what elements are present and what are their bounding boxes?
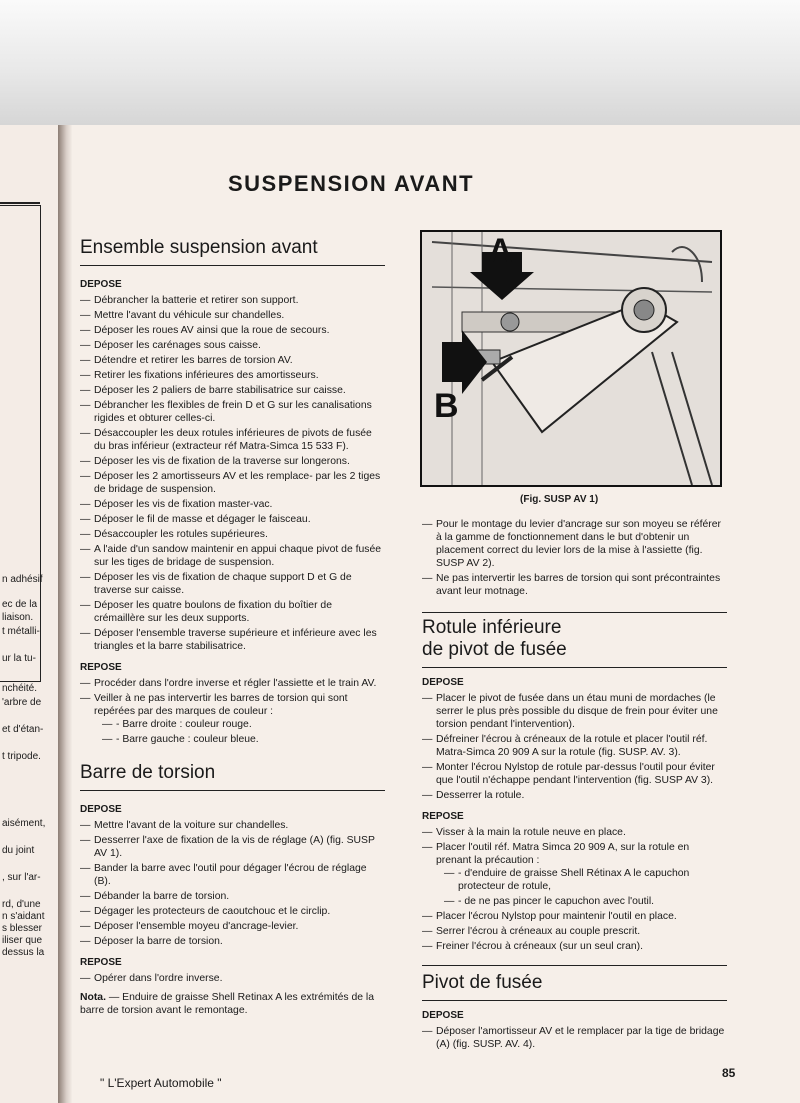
list-item: — Desserrer la rotule.: [422, 789, 727, 802]
list-item: — Freiner l'écrou à créneaux (sur un seul cran).: [422, 940, 727, 953]
page-number: 85: [722, 1066, 736, 1080]
facing-text-fragment: ur la tu-: [2, 653, 36, 664]
figure-label-b: B: [434, 387, 459, 425]
list-item: — Déposer l'ensemble moyeu d'ancrage-levier.: [80, 920, 385, 933]
facing-text-fragment: , sur l'ar-: [2, 872, 41, 883]
rotule-repose-list: [422, 826, 727, 953]
list-item: — Serrer l'écrou à créneaux au couple prescrit.: [422, 925, 727, 938]
list-item: — Déposer l'amortisseur AV et le remplacer par la tige de bridage (A) (fig. SUSP. AV. 4).: [422, 1025, 727, 1051]
list-item: — Déposer les vis de fixation de chaque support D et G de traverse sur caisse.: [80, 571, 385, 597]
figure-susp-av-1: [420, 230, 722, 487]
figure-caption: (Fig. SUSP AV 1): [520, 494, 599, 505]
list-item: [80, 692, 385, 746]
section-title-barre: Barre de torsion: [80, 762, 385, 791]
list-item: — Opérer dans l'ordre inverse.: [80, 972, 385, 985]
section-title-rotule-line1: Rotule inférieure: [422, 617, 562, 638]
list-item: — A l'aide d'un sandow maintenir en appui chaque pivot de fusée sur les tiges de bridage de suspension.: [80, 543, 385, 569]
list-item: — Bander la barre avec l'outil pour dégager l'écrou de réglage (B).: [80, 862, 385, 888]
facing-text-fragment: t métalli-: [2, 626, 40, 637]
section-title-rotule-line2: de pivot de fusée: [422, 639, 727, 668]
list-item: — Déposer les quatre boulons de fixation du boîtier de crémaillère sur les deux supports.: [80, 599, 385, 625]
list-item: — Monter l'écrou Nylstop de rotule par-dessus l'outil pour éviter que l'outil n'échappe pendant l'intervention (fig. SUSP AV 3).: [422, 761, 727, 787]
pivot-depose-list: [422, 1025, 727, 1051]
facing-text-fragment: aisément,: [2, 818, 46, 829]
rotule-depose-list: [422, 692, 727, 802]
facing-page-fragment: [0, 125, 59, 1103]
list-item: — Déposer les 2 amortisseurs AV et les remplace- par les 2 tiges de bridage de suspension.: [80, 470, 385, 496]
list-item: — Déposer les vis de fixation master-vac.: [80, 498, 385, 511]
left-column: [80, 237, 385, 1017]
list-item: — Désaccoupler les deux rotules inférieures de pivots de fusée du bras inférieur (extracteur réf Matra-Simca 15 533 F).: [80, 427, 385, 453]
facing-text-fragment: s blesser: [2, 923, 43, 934]
ensemble-depose-list: [80, 294, 385, 653]
list-item: — Placer l'écrou Nylstop pour maintenir l'outil en place.: [422, 910, 727, 923]
section-rule: [422, 965, 727, 1001]
depose-label: DEPOSE: [422, 1010, 464, 1021]
list-item: — Déposer les roues AV ainsi que la roue de secours.: [80, 324, 385, 337]
list-item: — Débrancher la batterie et retirer son support.: [80, 294, 385, 307]
list-item: — Ne pas intervertir les barres de torsion qui sont précontraintes avant leur motnage.: [422, 572, 727, 598]
list-item: — Mettre l'avant de la voiture sur chandelles.: [80, 819, 385, 832]
repose-label: REPOSE: [422, 811, 464, 822]
list-item: — Débrancher les flexibles de frein D et G sur les canalisations rigides et obturer celles-ci.: [80, 399, 385, 425]
publication-name: " L'Expert Automobile ": [100, 1076, 222, 1090]
depose-label: DEPOSE: [80, 279, 122, 290]
color-marks-list: [94, 718, 385, 746]
sub-item: — - Barre gauche : couleur bleue.: [102, 733, 385, 746]
list-item: — Déposer les vis de fixation de la traverse sur longerons.: [80, 455, 385, 468]
nota-text: — Enduire de graisse Shell Retinax A les extrémités de la barre de torsion avant le remontage.: [80, 992, 374, 1016]
facing-text-fragment: liaison.: [2, 612, 34, 623]
repose-label: REPOSE: [80, 662, 122, 673]
list-item: — Déposer les 2 paliers de barre stabilisatrice sur caisse.: [80, 384, 385, 397]
list-item: — Débander la barre de torsion.: [80, 890, 385, 903]
list-item: — Désaccoupler les rotules supérieures.: [80, 528, 385, 541]
facing-text-fragment: nchéité.: [2, 683, 38, 694]
facing-text-fragment: du joint: [2, 845, 35, 856]
facing-text-fragment: ec de la: [2, 599, 38, 610]
facing-text-fragment: 'arbre de: [2, 697, 42, 708]
list-item: — Défreiner l'écrou à créneaux de la rotule et placer l'outil réf. Matra-Simca 20 909 A sur la rotule (fig. SUSP. AV. 3).: [422, 733, 727, 759]
facing-text-fragment: t tripode.: [2, 751, 41, 762]
list-item: — Placer le pivot de fusée dans un étau muni de mordaches (le serrer le plus près possible du disque de frein pour éviter une torsion pendant l'intervention).: [422, 692, 727, 731]
facing-text-fragment: et d'étan-: [2, 724, 44, 735]
list-item-text: Veiller à ne pas intervertir les barres de torsion qui sont repérées par des marques de couleur :: [94, 693, 348, 717]
section-rule: [422, 612, 727, 668]
section-title-pivot: Pivot de fusée: [422, 972, 727, 1001]
list-item: — Détendre et retirer les barres de torsion AV.: [80, 354, 385, 367]
list-item: — Procéder dans l'ordre inverse et régler l'assiette et le train AV.: [80, 677, 385, 690]
facing-text-fragment: n adhésif: [2, 574, 43, 585]
book-gutter: [58, 125, 72, 1103]
depose-label: DEPOSE: [80, 804, 122, 815]
facing-text-fragment: n s'aidant: [2, 911, 45, 922]
sub-item: — - d'enduire de graisse Shell Rétinax A le capuchon protecteur de rotule,: [444, 867, 727, 893]
suspension-illustration: [422, 232, 720, 485]
list-item: — Desserrer l'axe de fixation de la vis de réglage (A) (fig. SUSP AV 1).: [80, 834, 385, 860]
list-item: — Déposer l'ensemble traverse supérieure et inférieure avec les triangles et la barre stabilisatrice.: [80, 627, 385, 653]
facing-text-fragment: iliser que: [2, 935, 43, 946]
barre-repose-list: [80, 972, 385, 985]
list-item: — Déposer le fil de masse et dégager le faisceau.: [80, 513, 385, 526]
figure-label-a: A: [488, 232, 513, 270]
facing-page-rule: [0, 202, 40, 204]
list-item: — Déposer les carénages sous caisse.: [80, 339, 385, 352]
list-item: — Retirer les fixations inférieures des amortisseurs.: [80, 369, 385, 382]
repose-label: REPOSE: [80, 957, 122, 968]
scan-background: [0, 0, 800, 125]
ensemble-repose-list: [80, 677, 385, 746]
right-column: [422, 518, 727, 1053]
sub-item: — - Barre droite : couleur rouge.: [102, 718, 385, 731]
list-item: — Pour le montage du levier d'ancrage sur son moyeu se référer à la gamme de fonctionnement dans le but d'obtenir un placement correct du levier lors de la mise à l'assiette (fig. SUSP AV 2).: [422, 518, 727, 570]
facing-text-fragment: dessus la: [2, 947, 45, 958]
nota-paragraph: [80, 991, 385, 1017]
precaution-list: [436, 867, 727, 908]
list-item-text: Placer l'outil réf. Matra Simca 20 909 A, sur la rotule en prenant la précaution :: [436, 842, 690, 866]
facing-text-fragment: rd, d'une: [2, 899, 41, 910]
montage-notes-list: [422, 518, 727, 598]
list-item: — Visser à la main la rotule neuve en place.: [422, 826, 727, 839]
list-item: — Déposer la barre de torsion.: [80, 935, 385, 948]
barre-depose-list: [80, 819, 385, 948]
list-item: [422, 841, 727, 908]
nota-label: Nota.: [80, 992, 106, 1003]
list-item: — Dégager les protecteurs de caoutchouc et le circlip.: [80, 905, 385, 918]
depose-label: DEPOSE: [422, 677, 464, 688]
sub-item: — - de ne pas pincer le capuchon avec l'outil.: [444, 895, 727, 908]
section-title-ensemble: Ensemble suspension avant: [80, 237, 385, 266]
list-item: — Mettre l'avant du véhicule sur chandelles.: [80, 309, 385, 322]
page-title: SUSPENSION AVANT: [228, 171, 475, 196]
